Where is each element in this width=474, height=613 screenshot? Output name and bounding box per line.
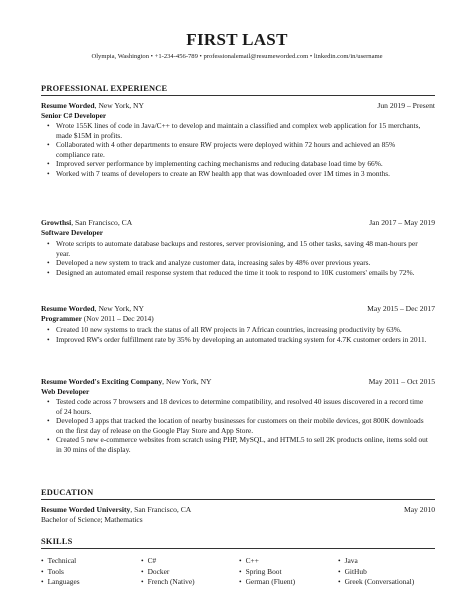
- role-dates: (Nov 2011 – Dec 2014): [81, 314, 154, 323]
- skill-item: • Languages: [41, 577, 80, 588]
- skill-item: • Tools: [41, 567, 80, 578]
- achievement-list: [56, 121, 430, 178]
- section-divider: [41, 499, 435, 500]
- employment-dates: May 2015 – Dec 2017: [367, 304, 435, 313]
- employment-dates: Jan 2017 – May 2019: [369, 218, 435, 227]
- graduation-date: May 2010: [403, 505, 435, 514]
- employment-dates: May 2011 – Oct 2015: [368, 377, 435, 386]
- section-title-education: EDUCATION: [41, 488, 94, 497]
- achievement-item: • Improved server performance by implementing caching mechanisms and reducing database load time by 66%.: [56, 159, 430, 169]
- skills-column: [41, 556, 80, 588]
- skill-item: • Greek (Conversational): [338, 577, 414, 588]
- section-title-skills: SKILLS: [41, 537, 73, 546]
- experience-entry-header: [41, 377, 435, 386]
- degree: Bachelor of Science; Mathematics: [41, 515, 143, 524]
- skills-column: [239, 556, 295, 588]
- achievement-item: • Developed a new system to track and analyze customer data, increasing sales by 48% over previous years.: [56, 258, 430, 268]
- employment-dates: Jun 2019 – Present: [377, 101, 435, 110]
- school-name: Resume Worded University: [41, 505, 131, 514]
- achievement-item: • Tested code across 7 browsers and 18 devices to determine compatibility, and resolved 40 issues discovered in a record time of 24 hours.: [56, 397, 430, 416]
- school-location: , San Francisco, CA: [130, 505, 192, 514]
- section-divider: [41, 95, 435, 96]
- achievement-item: • Improved RW's order fulfillment rate by 35% by developing an automated tracking system for 4.7K customer orders in 2011.: [56, 335, 430, 345]
- skill-item: • C#: [141, 556, 195, 567]
- achievement-item: • Wrote 155K lines of code in Java/C++ to develop and maintain a classified and complex web application for 15 merchants, made $15M in profits.: [56, 121, 430, 140]
- company-name: Growthsi: [41, 218, 72, 227]
- candidate-name: FIRST LAST: [186, 30, 288, 49]
- company-name: Resume Worded: [41, 304, 95, 313]
- skills-column: [338, 556, 414, 588]
- job-title: Programmer (Nov 2011 – Dec 2014): [41, 314, 154, 323]
- achievement-item: • Worked with 7 teams of developers to create an RW health app that was downloaded over 1M times in 3 months.: [56, 169, 430, 179]
- company-location: , New York, NY: [94, 304, 145, 313]
- achievement-list: [56, 397, 430, 454]
- achievement-item: • Designed an automated email response system that reduced the time it took to respond to 10K customers' emails by 72%.: [56, 268, 430, 278]
- achievement-item: • Wrote scripts to automate database backups and restores, server provisioning, and 15 other tasks, saving 48 man-hours per year.: [56, 239, 430, 258]
- experience-entry-header: [41, 218, 435, 227]
- skill-item: • C++: [239, 556, 295, 567]
- contact-line: Olympia, Washington • +1-234-456-789 • professionalemail@resumeworded.com • linkedin.com/in/username: [91, 53, 383, 60]
- company-location: , New York, NY: [162, 377, 212, 386]
- achievement-item: • Developed 3 apps that tracked the location of nearby businesses for customers on their mobile devices, got 800K downloads on the first day of release on the Google Play Store and App Store.: [56, 416, 430, 435]
- company-name: Resume Worded: [41, 101, 95, 110]
- job-title: Software Developer: [41, 228, 104, 237]
- skill-item: • GitHub: [338, 567, 414, 578]
- company-location: , San Francisco, CA: [71, 218, 133, 227]
- skill-item: • French (Native): [141, 577, 195, 588]
- achievement-item: • Created 5 new e-commerce websites from scratch using PHP, MySQL, and HTML5 to sell 2K products online, items sold out in 30 mins of the display.: [56, 435, 430, 454]
- section-title-experience: PROFESSIONAL EXPERIENCE: [41, 84, 168, 93]
- experience-entry-header: [41, 101, 435, 110]
- company-location: , New York, NY: [94, 101, 145, 110]
- achievement-list: [56, 325, 430, 344]
- experience-entry-header: [41, 304, 435, 313]
- achievement-list: [56, 239, 430, 277]
- section-divider: [41, 548, 435, 549]
- skill-item: • Technical: [41, 556, 80, 567]
- skill-item: • German (Fluent): [239, 577, 295, 588]
- skills-column: [141, 556, 195, 588]
- skill-item: • Docker: [141, 567, 195, 578]
- achievement-item: • Collaborated with 4 other departments to ensure RW projects were deployed within 72 hours and achieved an 85% compliance rate.: [56, 140, 430, 159]
- achievement-item: • Created 10 new systems to track the status of all RW projects in 7 African countries, increasing productivity by 63%.: [56, 325, 430, 335]
- skill-item: • Spring Boot: [239, 567, 295, 578]
- job-title: Web Developer: [41, 387, 90, 396]
- job-title: Senior C# Developer: [41, 111, 107, 120]
- education-entry-header: [41, 505, 435, 514]
- company-name: Resume Worded's Exciting Company: [41, 377, 163, 386]
- skill-item: • Java: [338, 556, 414, 567]
